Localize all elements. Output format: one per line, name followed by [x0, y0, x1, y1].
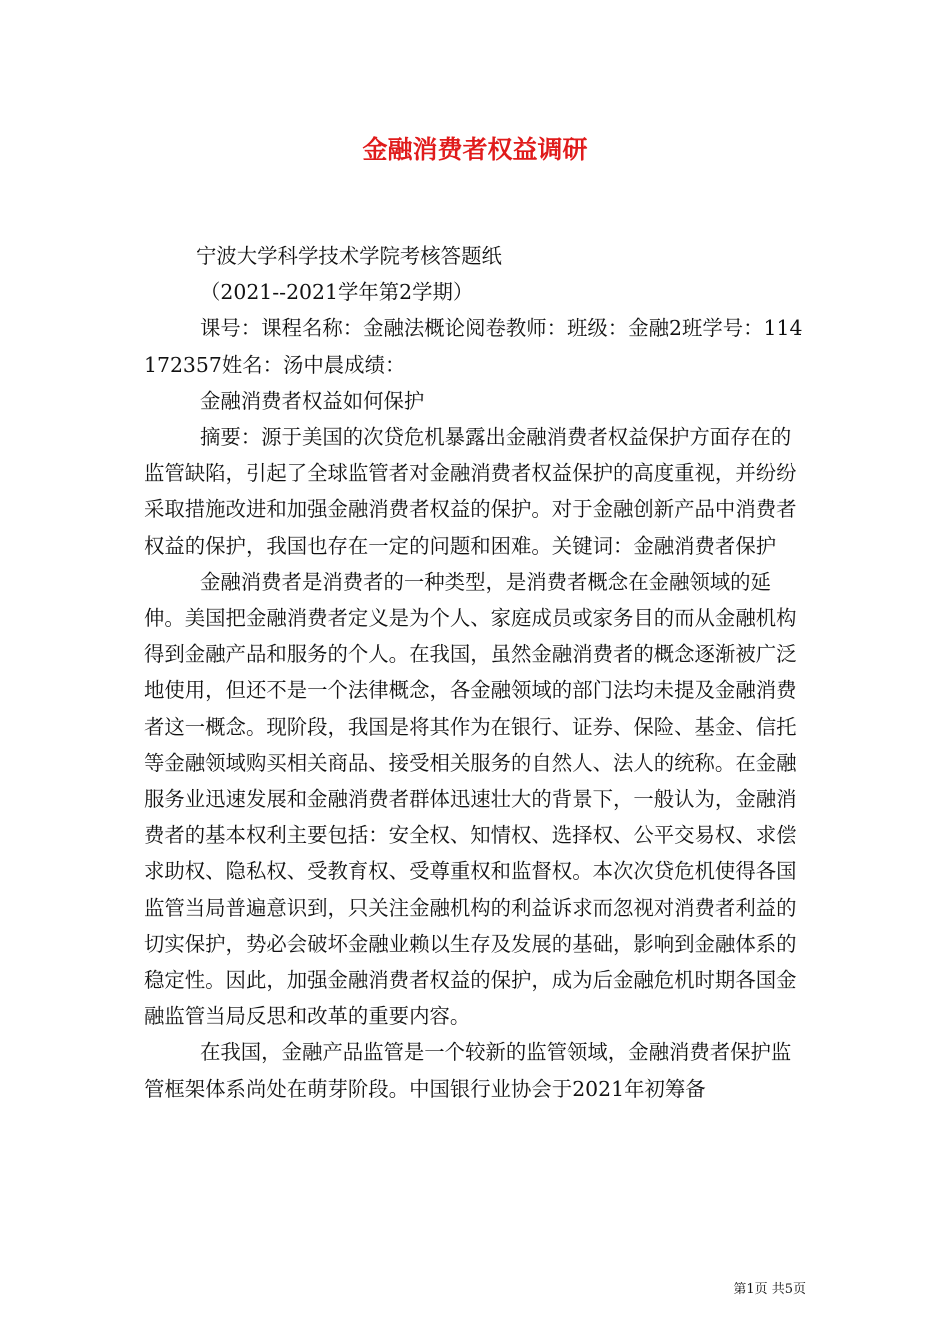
body-paragraph: 金融消费者是消费者的一种类型，是消费者概念在金融领域的延伸。美国把金融消费者定义是为个人、家庭成员或家务目的而从金融机构得到金融产品和服务的个人。在我国，虽然金融消费者的概念逐渐被广泛地使用，但还不是一个法律概念，各金融领域的部门法均未提及金融消费者这一概念。现阶段，我国是将其作为在银行、证券、保险、基金、信托等金融领域购买相关商品、接受相关服务的自然人、法人的统称。在金融服务业迅速发展和金融消费者群体迅速壮大的背景下，一般认为，金融消费者的基本权利主要包括：安全权、知情权、选择权、公平交易权、求偿求助权、隐私权、受教育权、受尊重权和监督权。本次次贷危机使得各国监管当局普遍意识到，只关注金融机构的利益诉求而忽视对消费者利益的切实保护，势必会破坏金融业赖以生存及发展的基础，影响到金融体系的稳定性。因此，加强金融消费者权益的保护，成为后金融危机时期各国金融监管当局反思和改革的重要内容。 — [144, 569, 797, 1029]
semester-line: （2021--2021学年第2学期） — [200, 280, 474, 305]
document-body — [144, 238, 806, 1107]
document-title: 金融消费者权益调研 — [362, 135, 588, 164]
student-info-line: 课号：课程名称：金融法概论阅卷教师：班级：金融2班学号：114172357姓名：汤中晨成绩： — [144, 316, 803, 377]
abstract-paragraph: 摘要：源于美国的次贷危机暴露出金融消费者权益保护方面存在的监管缺陷，引起了全球监管者对金融消费者权益保护的高度重视，并纷纷采取措施改进和加强金融消费者权益的保护。对于金融创新产品中消费者权益的保护，我国也存在一定的问题和困难。关键词：金融消费者保护 — [144, 425, 797, 558]
essay-heading: 金融消费者权益如何保护 — [200, 388, 425, 413]
page-number: 第1页 共5页 — [733, 1282, 806, 1297]
body-paragraph: 在我国，金融产品监管是一个较新的监管领域，金融消费者保护监管框架体系尚处在萌芽阶段。中国银行业协会于2021年初筹备 — [144, 1040, 792, 1101]
exam-header-line: 宁波大学科学技术学院考核答题纸 — [196, 244, 502, 268]
